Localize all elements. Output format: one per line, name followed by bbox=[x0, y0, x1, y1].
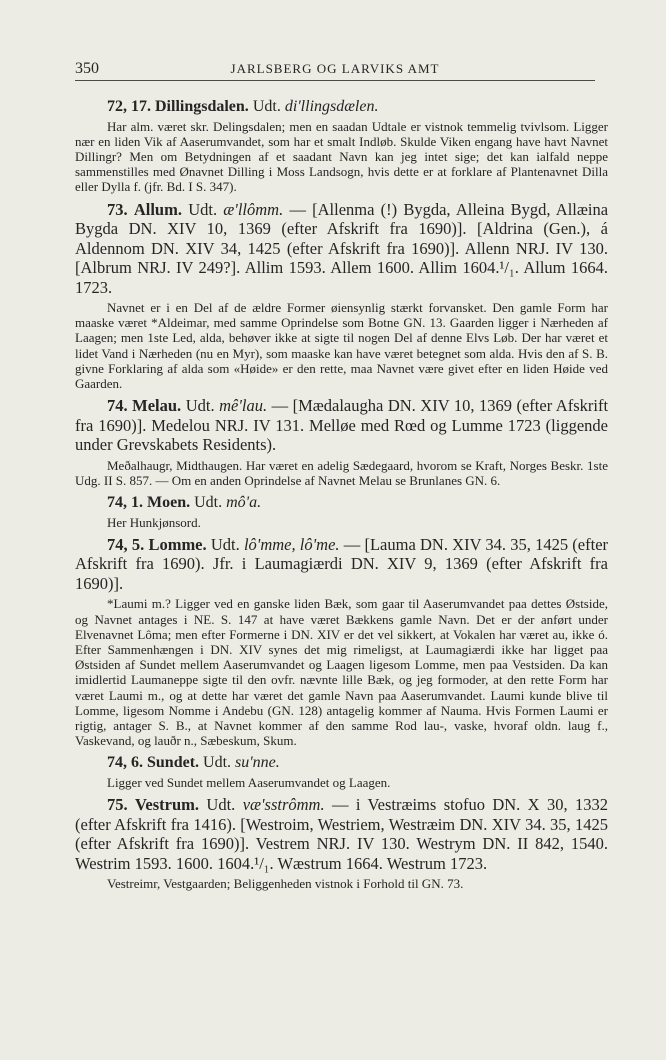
pronunciation: væ'sstrômm. bbox=[242, 795, 325, 815]
entry-heading bbox=[75, 535, 608, 594]
entry-note: Ligger ved Sundet mellem Aaserumvandet og Laagen. bbox=[107, 774, 391, 790]
pronunciation: mô'a. bbox=[226, 494, 262, 512]
entry-note: Navnet er i en Del af de ældre Former øiensynlig stærkt forvansket. Den gamle Form har maaske været *Aldeimar, med samme Oprindelse som Botne GN. 13. Gaarden ligger i Nærheden af Laagen; men 1ste Led, alda, behøver ikke at sigte til nogen Del af denne Elvs Løb. Der har været et lidet Vand i Nærheden (nu en Myr), som maaske kan have været betegnet som alda. Hvis den af S. B. givne Forklaring af alda som «Høide» er den rette, maa Navnet være givet efter en liden Høide ved Gaarden. bbox=[75, 300, 608, 392]
entry-name: Allum. bbox=[133, 199, 182, 219]
pronunciation: su'nne. bbox=[235, 754, 280, 772]
entry-heading bbox=[107, 97, 608, 117]
historical-forms: — i Vestræims stofuo DN. X 30, 1332 (efter Afskrift fra 1416). [Westroim, Westriem, Westræim DN. XIV 34. 35, 1425 (efter Afskrift fra 1690)]. Vestrem NRJ. IV 130. Westrym DN. II 842, 1540. Westrim 1593. 1600. 1604.¹/₁. Wæstrum 1664. Westrum 1723. bbox=[75, 795, 609, 873]
udt-label: Udt. bbox=[194, 494, 223, 512]
pronunciation: æ'llômm. bbox=[223, 199, 284, 219]
entry-name: Vestrum. bbox=[135, 795, 200, 815]
udt-label: Udt. bbox=[203, 754, 232, 772]
entry-sundet bbox=[75, 753, 608, 790]
pronunciation: mê'lau. bbox=[219, 396, 268, 416]
entry-name: Lomme. bbox=[148, 534, 207, 554]
entry-note: *Laumi m.? Ligger ved en ganske liden Bæk, som gaar til Aaserumvandet paa dettes Østside, og Navnet antages i NE. S. 147 at have været Bækkens gamle Navn. Det er der anført under Elvenavnet Lôma; men efter Formerne i DN. XIV er det vel sikkert, at Vokalen har været au, ikke ó. Efter Sammenhængen i DN. XIV synes det mig rimeligst, at Laumagiærdi ikke har ligget paa Østsiden af Sundet mellem Aaserumvandet og Laagen ligesom Lomme, men paa Vestsiden. Da kan imidlertid Laumaneppe sigte til den ovfr. nævnte lille Bæk, og jeg formoder, at den rette Form har været Laumi m., og at dette har været det gamle Navn paa Aaserumvandet. Laumi kunde blive til Lomme, ligesom Nomme i Andebu (GN. 128) antagelig kommer af Nauma. Hvis Formen Laumi er rigtig, antager S. B., at Navnet kommer af den samme Rod lau-, vaske, hvoraf oldn. laug f., Vaskevand, og lauðr n., Sæbeskum, Skum. bbox=[75, 596, 608, 749]
entry-heading bbox=[75, 200, 608, 298]
entry-number: 75. bbox=[107, 795, 128, 815]
entry-lomme bbox=[75, 535, 608, 749]
entry-name: Moen. bbox=[147, 494, 191, 512]
udt-label: Udt. bbox=[188, 199, 218, 219]
pronunciation: di'llingsdælen. bbox=[284, 98, 379, 115]
entry-name: Melau. bbox=[132, 396, 182, 416]
entry-moen bbox=[75, 493, 608, 530]
page-number: 350 bbox=[75, 60, 99, 77]
historical-forms: — [Mædalaugha DN. XIV 10, 1369 (efter Afskrift fra 1690)]. Medelou NRJ. IV 131. Melløe med Rœd og Lumme 1723 (liggende under Grevskabets Residents). bbox=[75, 396, 609, 455]
page-header bbox=[75, 60, 595, 80]
entry-vestrum bbox=[75, 795, 608, 891]
entry-number: 74, 5. bbox=[107, 534, 145, 554]
running-title: JARLSBERG OG LARVIKS AMT bbox=[230, 61, 440, 76]
entry-name: Dillingsdalen. bbox=[155, 98, 249, 115]
entry-number: 73. bbox=[107, 199, 128, 219]
entry-number: 72, 17. bbox=[107, 98, 151, 115]
udt-label: Udt. bbox=[185, 396, 215, 416]
entry-heading bbox=[75, 396, 608, 455]
entry-number: 74. bbox=[107, 396, 128, 416]
historical-forms: — [Allenma (!) Bygda, Alleina Bygd, Allæina Bygda DN. XIV 10, 1369 (efter Afskrift fra 1690)]. [Aldrina (Gen.), á Aldennom DN. XIV 34, 1425 (efter Afskrift fra 1690)]. Allenn NRJ. IV 130. [Albrum NRJ. IV 249?]. Allim 1593. Allem 1600. Allim 1604.¹/₁. Allum 1664. 1723. bbox=[75, 199, 609, 297]
entry-note: Har alm. været skr. Delingsdalen; men en saadan Udtale er vistnok temmelig tvivlsom. Ligger nær en liden Vik af Aaserumvandet, som har et smalt Indløb. Skulde Viken engang have havt Navnet Dillingr? Men om Betydningen af et saadant Navn kan jeg intet sige; det kan ialfald neppe sammenstilles med Ønavnet Dilling i Moss Landsogn, hvis dette er at forklare af Plantenavnet Dilla eller Dylla f. (jfr. Bd. I S. 347). bbox=[75, 118, 608, 195]
header-rule bbox=[75, 80, 595, 81]
entry-heading bbox=[107, 753, 608, 773]
entry-allum bbox=[75, 200, 608, 392]
historical-forms: — [Lauma DN. XIV 34. 35, 1425 (efter Afskrift fra 1690). Jfr. i Laumagiærdi DN. XIV 9, 1369 (efter Afskrift fra 1690)]. bbox=[75, 534, 609, 593]
udt-label: Udt. bbox=[206, 795, 236, 815]
entry-number: 74, 1. bbox=[107, 494, 143, 512]
entry-heading bbox=[107, 493, 608, 513]
entry-heading bbox=[75, 795, 608, 873]
entry-name: Sundet. bbox=[147, 754, 200, 772]
entry-note: Meðalhaugr, Midthaugen. Har været en adelig Sædegaard, hvorom se Kraft, Norges Beskr. 1ste Udg. II S. 857. — Om en anden Oprindelse af Navnet Melau se Brunlanes GN. 6. bbox=[75, 457, 608, 488]
entry-note: Vestreimr, Vestgaarden; Beliggenheden vistnok i Forhold til GN. 73. bbox=[107, 876, 464, 892]
entry-dillingsdalen bbox=[75, 97, 608, 195]
entry-melau bbox=[75, 396, 608, 488]
page-content bbox=[75, 92, 608, 896]
entry-note: Her Hunkjønsord. bbox=[107, 514, 201, 530]
udt-label: Udt. bbox=[252, 98, 281, 115]
entry-number: 74, 6. bbox=[107, 754, 143, 772]
pronunciation: lô'mme, lô'me. bbox=[243, 534, 340, 554]
udt-label: Udt. bbox=[210, 534, 240, 554]
